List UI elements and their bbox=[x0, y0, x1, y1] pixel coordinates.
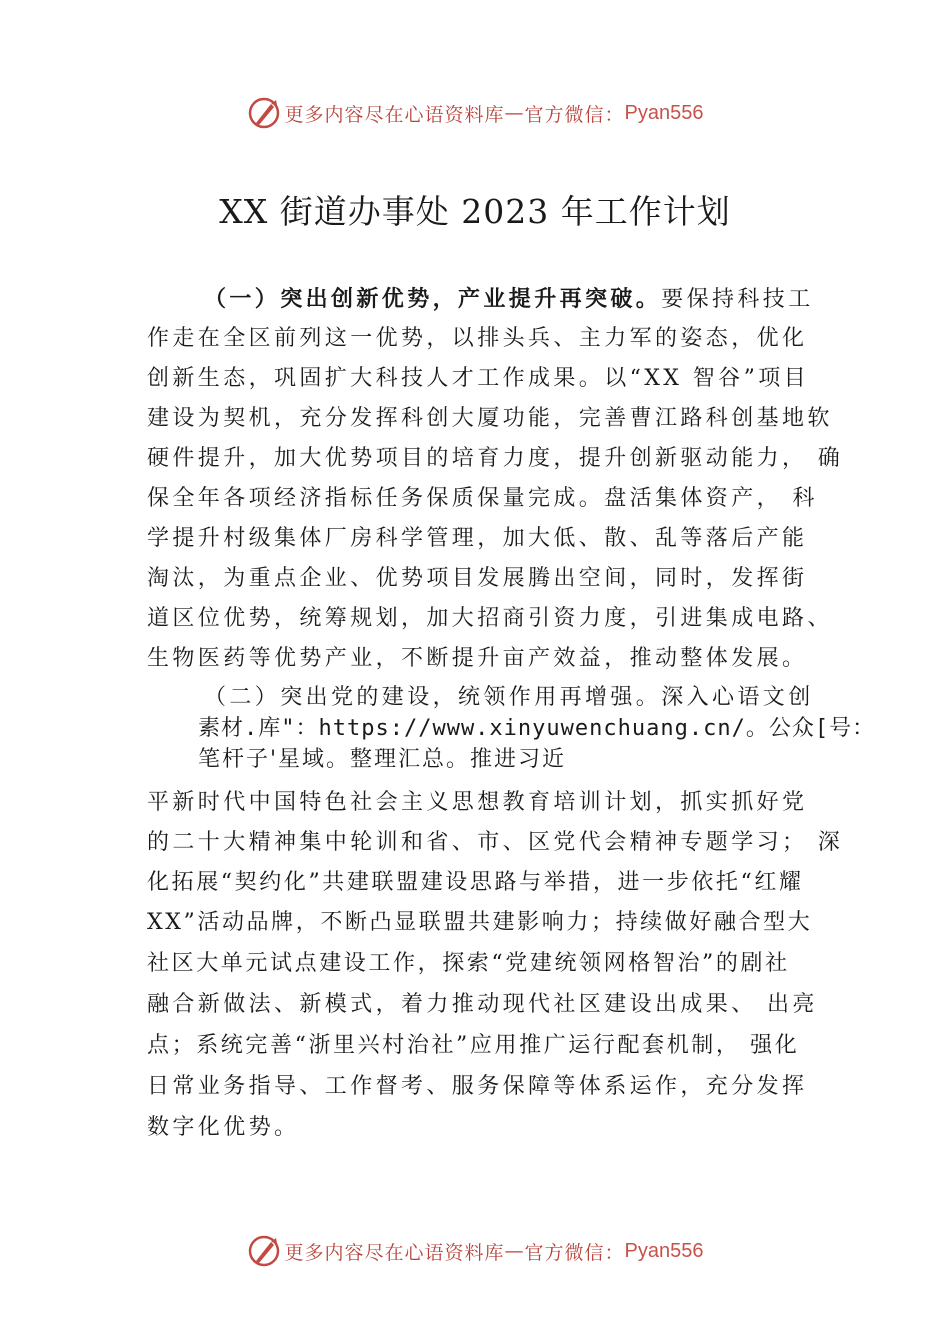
section1-heading: （一）突出创新优势，产业提升再突破。 bbox=[204, 286, 662, 312]
section1-line-3: 建设为契机，充分发挥科创大厦功能，完善曹江路科创基地软 bbox=[147, 406, 833, 431]
banner-separator: — bbox=[504, 102, 525, 124]
footer-banner bbox=[0, 1234, 950, 1268]
section2-line-6: XX”活动品牌，不断凸显联盟共建影响力；持续做好融合型大 bbox=[147, 910, 813, 935]
section2-line-11: 数字化优势。 bbox=[147, 1115, 300, 1140]
section2-line-1: 素材.库"：https://www.xinyuwenchuang.cn/。公众[号： bbox=[198, 716, 876, 741]
quill-logo-icon bbox=[247, 96, 281, 130]
banner-brand: 更多内容尽在心语资料库 bbox=[284, 103, 505, 126]
section1-line-5: 保全年各项经济指标任务保质保量完成。盘活集体资产， 科 bbox=[147, 486, 818, 511]
footer-wechat-label: 官方微信： bbox=[524, 1241, 625, 1264]
section2-line-4: 的二十大精神集中轮训和省、市、区党代会精神专题学习； 深 bbox=[147, 830, 844, 855]
section1-line-7: 淘汰，为重点企业、优势项目发展腾出空间，同时，发挥街 bbox=[147, 566, 808, 591]
footer-brand: 更多内容尽在心语资料库 bbox=[284, 1241, 505, 1264]
section1-line-8: 道区位优势，统筹规划，加大招商引资力度，引进集成电路、 bbox=[147, 606, 833, 631]
footer-account: Pyan556 bbox=[624, 1239, 704, 1262]
section2-line-0: （二）突出党的建设，统领作用再增强。深入心语文创 bbox=[204, 685, 814, 710]
section1-first-line bbox=[204, 284, 814, 315]
section1-line-0: 要保持科技工 bbox=[661, 287, 814, 312]
quill-logo-icon bbox=[247, 1234, 281, 1268]
document-title: XX 街道办事处 2023 年工作计划 bbox=[219, 192, 731, 231]
banner-account: Pyan556 bbox=[624, 101, 704, 124]
section1-line-1: 作走在全区前列这一优势，以排头兵、主力军的姿态，优化 bbox=[147, 326, 808, 351]
footer-separator: — bbox=[504, 1240, 525, 1262]
section2-line-5: 化拓展“契约化”共建联盟建设思路与举措，进一步依托“红耀 bbox=[147, 870, 804, 895]
section1-line-4: 硬件提升，加大优势项目的培育力度，提升创新驱动能力， 确 bbox=[147, 446, 844, 471]
banner-wechat-label: 官方微信： bbox=[524, 103, 625, 126]
section2-line-10: 日常业务指导、工作督考、服务保障等体系运作，充分发挥 bbox=[147, 1074, 808, 1099]
section2-line-8: 融合新做法、新模式，着力推动现代社区建设出成果、 出亮 bbox=[147, 992, 818, 1017]
section2-line-3: 平新时代中国特色社会主义思想教育培训计划，抓实抓好党 bbox=[147, 790, 808, 815]
section2-line-2: 笔杆子'星域。整理汇总。推进习近 bbox=[198, 747, 567, 772]
section1-line-6: 学提升村级集体厂房科学管理，加大低、散、乱等落后产能 bbox=[147, 526, 808, 551]
header-banner bbox=[0, 96, 950, 130]
section2-line-7: 社区大单元试点建设工作，探索“党建统领网格智治”的剧社 bbox=[147, 951, 790, 976]
section1-line-2: 创新生态，巩固扩大科技人才工作成果。以“XX 智谷”项目 bbox=[147, 366, 810, 391]
section2-line-9: 点；系统完善“浙里兴村治社”应用推广运行配套机制， 强化 bbox=[147, 1033, 800, 1058]
section1-line-9: 生物医药等优势产业，不断提升亩产效益，推动整体发展。 bbox=[147, 646, 808, 671]
